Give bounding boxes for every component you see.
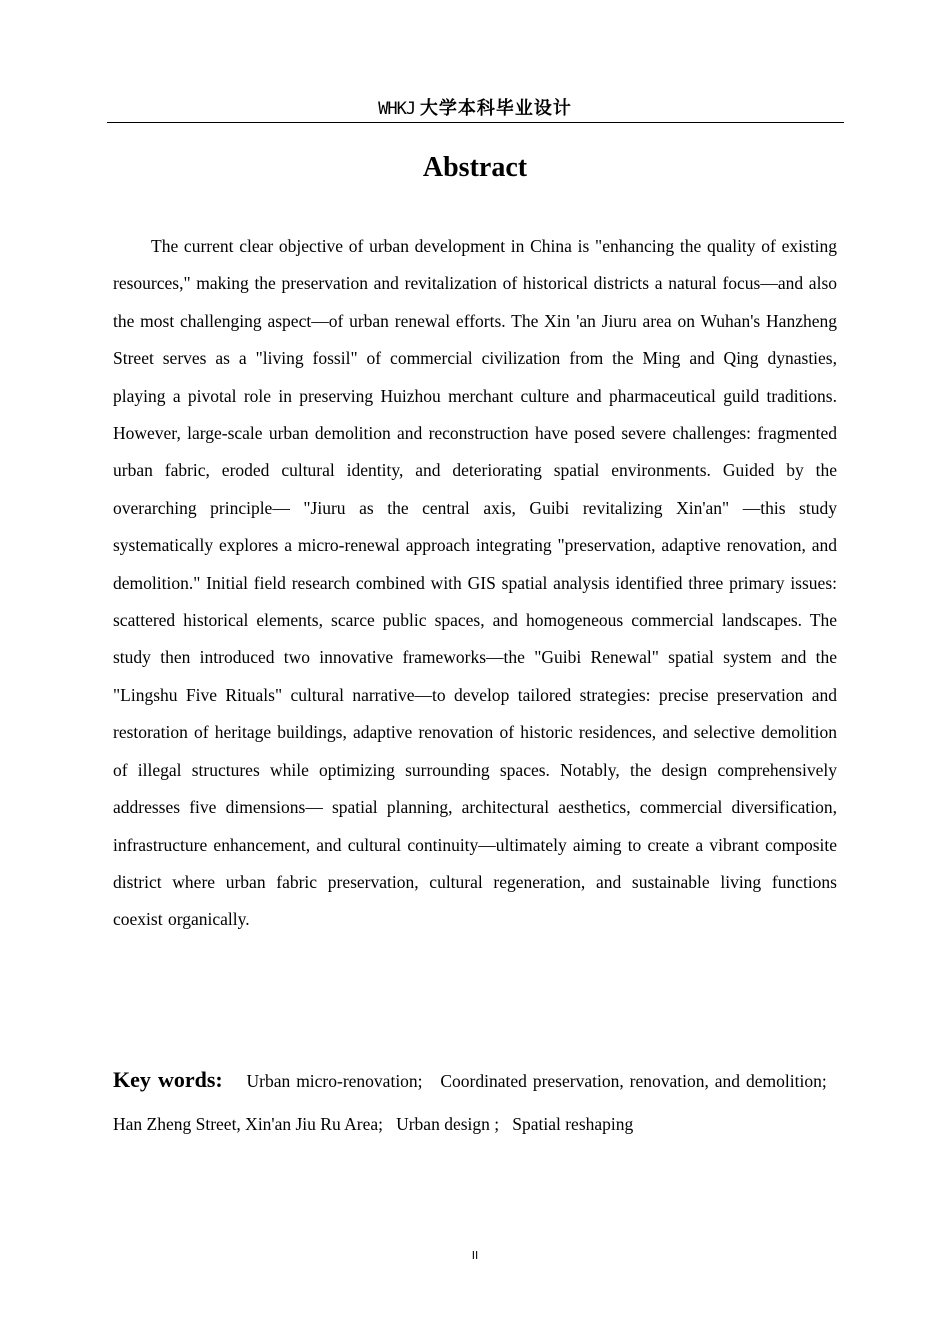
keywords-paragraph — [113, 1058, 837, 1146]
header-school-code: WHKJ — [378, 99, 416, 119]
page-number: II — [471, 1249, 479, 1262]
header-divider — [107, 122, 844, 123]
keywords-text: Urban micro-renovation; Coordinated preservation, renovation, and demolition; Han Zheng Street, Xin'an Jiu Ru Area; Urban design ; Spatial reshaping — [113, 1071, 838, 1134]
page-title: Abstract — [422, 152, 528, 183]
abstract-body: The current clear objective of urban development in China is "enhancing the quality of existing resources," making the preservation and revitalization of historical districts a natural focus—and also the most challenging aspect—of urban renewal efforts. The Xin 'an Jiuru area on Wuhan's Hanzheng Street serves as a "living fossil" of commercial civilization from the Ming and Qing dynasties, playing a pivotal role in preserving Huizhou merchant culture and pharmaceutical guild traditions. However, large-scale urban demolition and reconstruction have posed severe challenges: fragmented urban fabric, eroded cultural identity, and deteriorating spatial environments. Guided by the overarching principle— "Jiuru as the central axis, Guibi revitalizing Xin'an" —this study systematically explores a micro-renewal approach integrating "preservation, adaptive renovation, and demolition." Initial field research combined with GIS spatial analysis identified three primary issues: scattered historical elements, scarce public spaces, and homogeneous commercial landscapes. The study then introduced two innovative frameworks—the "Guibi Renewal" spatial system and the "Lingshu Five Rituals" cultural narrative—to develop tailored strategies: precise preservation and restoration of heritage buildings, adaptive renovation of historic residences, and selective demolition of illegal structures while optimizing surrounding spaces. Notably, the design comprehensively addresses five dimensions— spatial planning, architectural aesthetics, commercial diversification, infrastructure enhancement, and cultural continuity—ultimately aiming to create a vibrant composite district where urban fabric preservation, cultural regeneration, and sustainable living functions coexist organically. — [113, 236, 837, 930]
page-header — [0, 96, 950, 122]
keywords-label: Key words: — [113, 1067, 223, 1092]
header-document-type: 大学本科毕业设计 — [419, 98, 572, 119]
